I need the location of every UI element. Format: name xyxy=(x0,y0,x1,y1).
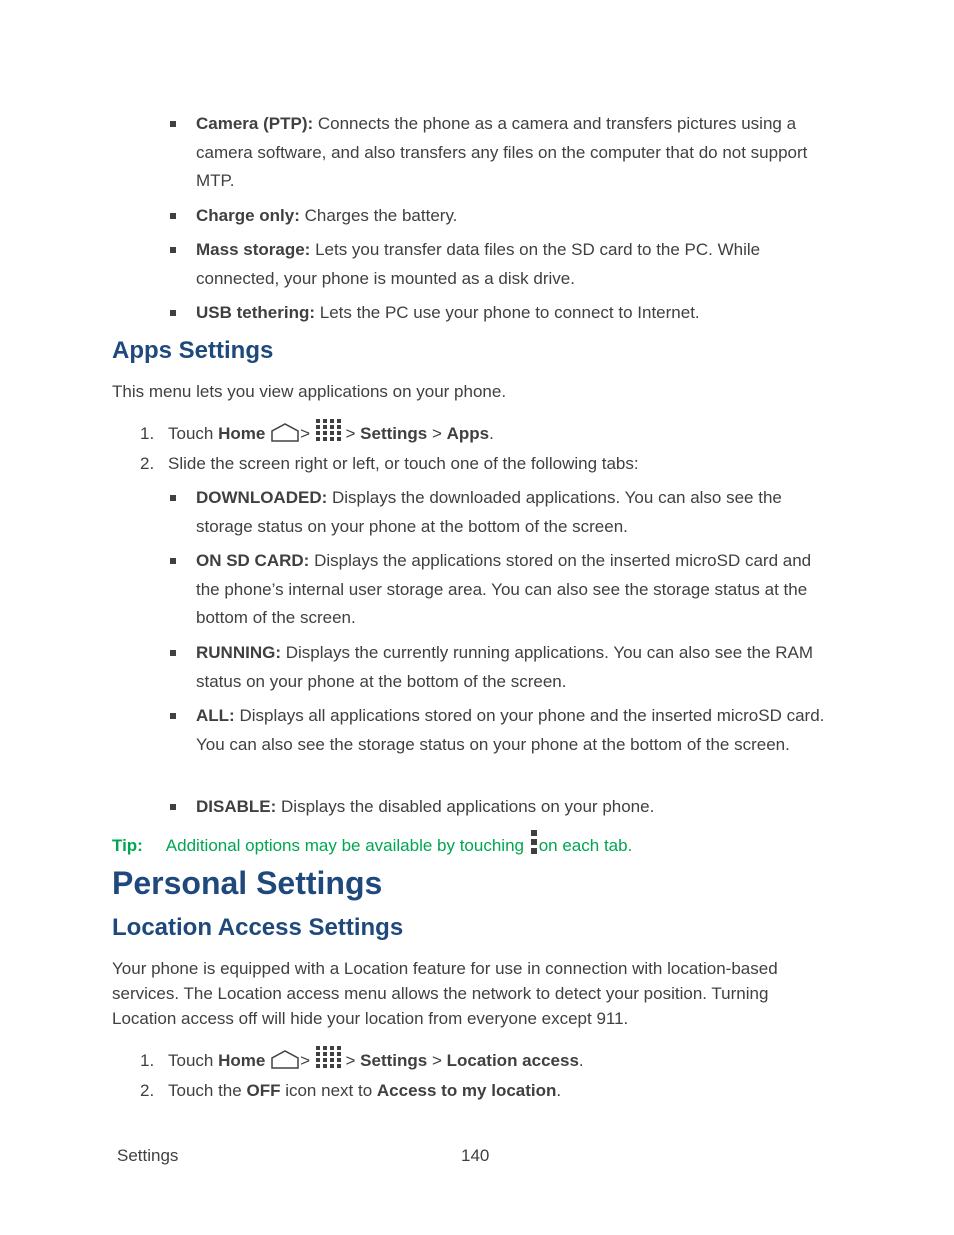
location-access-label: Location access xyxy=(446,1051,579,1070)
list-item xyxy=(170,484,830,541)
bullet-marker xyxy=(170,713,176,719)
step-number: 2. xyxy=(140,454,155,473)
list-item-term: Mass storage: xyxy=(196,240,311,259)
step-number: 2. xyxy=(140,1081,155,1100)
punctuation: . xyxy=(578,1051,584,1070)
step-2 xyxy=(140,452,639,476)
section-intro: Your phone is equipped with a Location feature for use in connection with location-based services. The Location access menu allows the network to detect your position. Turning Location access off will hide your location from everyone except 911. xyxy=(112,959,778,1028)
list-item xyxy=(170,202,830,231)
list-item-desc: Displays the disabled applications on your phone. xyxy=(281,797,655,816)
section-heading: Apps Settings xyxy=(112,337,274,364)
apps-label: Apps xyxy=(446,424,490,443)
footer-section: Settings xyxy=(117,1146,179,1165)
list-item-term: USB tethering: xyxy=(196,303,315,322)
separator: > xyxy=(345,1051,356,1070)
separator: > xyxy=(300,424,311,443)
menu-overflow-icon xyxy=(529,830,539,854)
home-icon xyxy=(270,1049,300,1069)
bullet-marker xyxy=(170,495,176,501)
list-item-desc: Charges the battery. xyxy=(304,206,458,225)
tip xyxy=(112,830,632,858)
list-item xyxy=(170,793,830,822)
list-item xyxy=(170,702,830,759)
tip-text: on each tab. xyxy=(538,836,633,855)
tip-label: Tip: xyxy=(112,836,143,855)
list-item xyxy=(170,639,830,696)
list-item xyxy=(170,236,830,293)
settings-label: Settings xyxy=(360,424,428,443)
list-item-term: ALL: xyxy=(196,706,235,725)
bullet-marker xyxy=(170,310,176,316)
separator: > xyxy=(431,424,442,443)
step-1 xyxy=(140,418,494,446)
step-text: icon next to xyxy=(285,1081,373,1100)
bullet-marker xyxy=(170,247,176,253)
list-item-term: RUNNING: xyxy=(196,643,281,662)
separator: > xyxy=(300,1051,311,1070)
home-label: Home xyxy=(218,424,266,443)
bullet-marker xyxy=(170,558,176,564)
list-item-desc: Displays the applications stored on the inserted microSD card and the phone’s internal user storage area. You can also see the storage status at the bottom of the screen. xyxy=(196,551,812,627)
list-item-term: Charge only: xyxy=(196,206,300,225)
list-item-desc: Lets the PC use your phone to connect to Internet. xyxy=(319,303,700,322)
separator: > xyxy=(431,1051,442,1070)
list-item-term: ON SD CARD: xyxy=(196,551,310,570)
access-to-my-location-label: Access to my location xyxy=(376,1081,557,1100)
bullet-marker xyxy=(170,121,176,127)
separator: > xyxy=(345,424,356,443)
list-item-desc: Displays all applications stored on your phone and the inserted microSD card. You can also see the storage status on your phone at the bottom of the screen. xyxy=(196,706,825,754)
step-number: 1. xyxy=(140,424,155,443)
list-item-term: Camera (PTP): xyxy=(196,114,314,133)
list-item-desc: Displays the downloaded applications. You can also see the storage status on your phone at the bottom of the screen. xyxy=(196,488,782,536)
page-number: 140 xyxy=(461,1146,490,1165)
list-item-desc: Connects the phone as a camera and transfers pictures using a camera software, and also transfers any files on the computer that do not support MTP. xyxy=(196,114,808,190)
list-item xyxy=(170,110,830,196)
step-2 xyxy=(140,1079,561,1103)
list-item-term: DOWNLOADED: xyxy=(196,488,328,507)
settings-label: Settings xyxy=(360,1051,428,1070)
list-item-term: DISABLE: xyxy=(196,797,277,816)
section-heading: Location Access Settings xyxy=(112,914,404,941)
section-intro: This menu lets you view applications on your phone. xyxy=(112,382,507,401)
apps-grid-icon xyxy=(315,1045,341,1069)
apps-grid-icon xyxy=(315,418,341,442)
list-item-desc: Lets you transfer data files on the SD card to the PC. While connected, your phone is mounted as a disk drive. xyxy=(196,240,761,288)
off-label: OFF xyxy=(246,1081,281,1100)
step-text: Touch xyxy=(168,424,214,443)
list-item-desc: Displays the currently running applications. You can also see the RAM status on your phone at the bottom of the screen. xyxy=(196,643,814,691)
tip-text: Additional options may be available by touching xyxy=(165,836,524,855)
step-number: 1. xyxy=(140,1051,155,1070)
bullet-marker xyxy=(170,650,176,656)
list-item xyxy=(170,547,830,633)
home-icon xyxy=(270,422,300,442)
punctuation: . xyxy=(556,1081,562,1100)
step-1 xyxy=(140,1045,584,1073)
punctuation: . xyxy=(489,424,494,443)
list-item xyxy=(170,299,830,328)
page-heading: Personal Settings xyxy=(112,865,383,901)
home-label: Home xyxy=(218,1051,266,1070)
bullet-marker xyxy=(170,213,176,219)
bullet-marker xyxy=(170,804,176,810)
step-text: Touch xyxy=(168,1051,214,1070)
step-text: Slide the screen right or left, or touch one of the following tabs: xyxy=(168,454,639,473)
step-text: Touch the xyxy=(168,1081,242,1100)
